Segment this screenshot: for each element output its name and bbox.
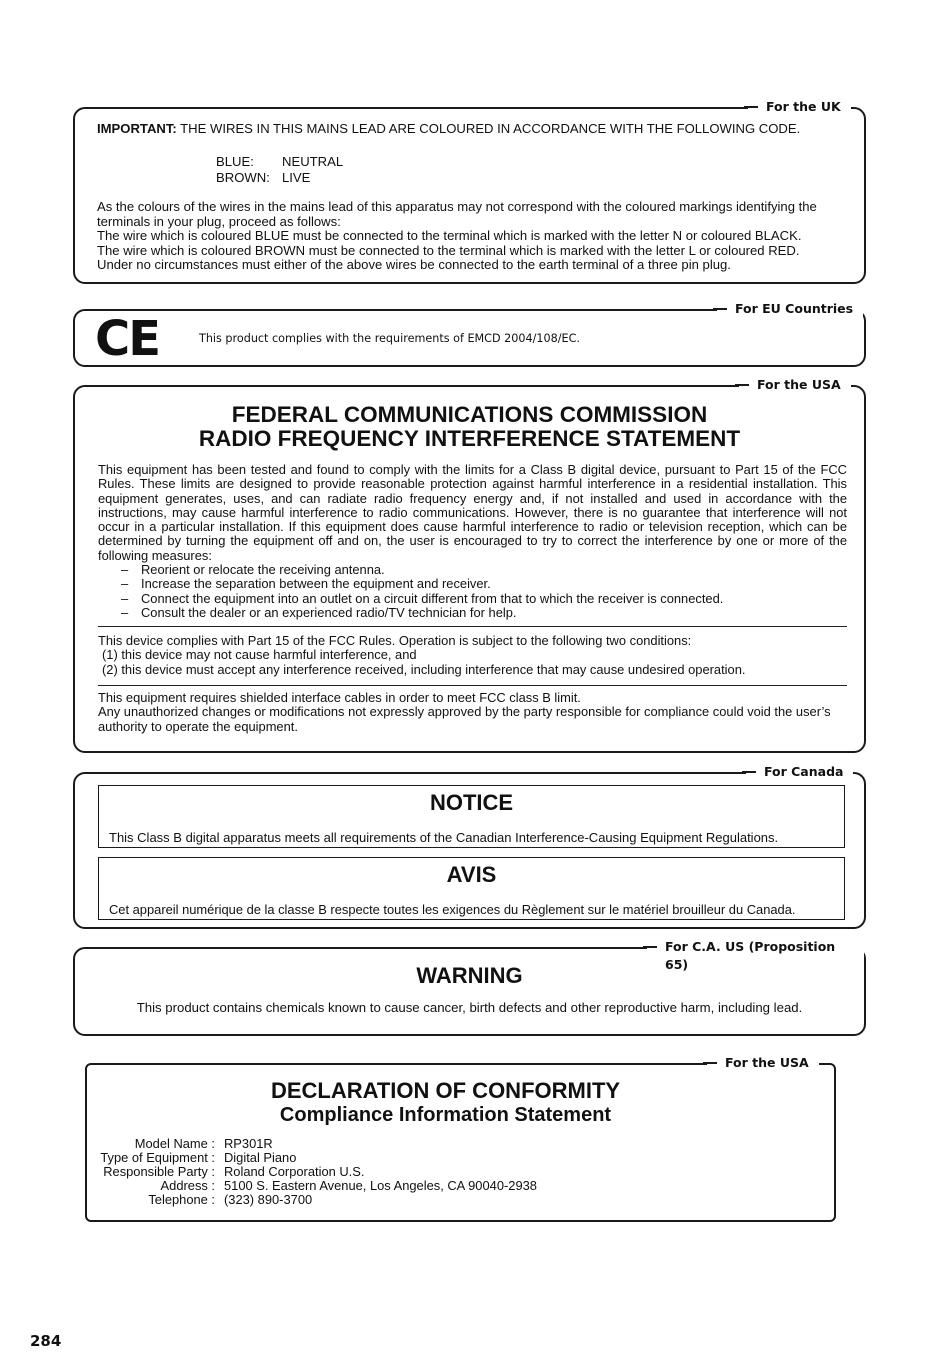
- prop65-tag: For C.A. US (Proposition 65): [647, 938, 864, 974]
- fcc-paragraph: This equipment has been tested and found to comply with the limits for a Class B digital device, pursuant to Part 15 of the FCC Rules. These limits are designed to provide reasonable protection against harmful interference in a residential installation. This equipment generates, uses, and can radiate radio frequency energy and, if not installed and used in accordance with the instructions, may cause harmful interference to radio communications. However, there is no guarantee that interference will not occur in a particular installation. If this equipment does cause harmful interference to radio or television reception, which can be determined by turning the equipment off and on, the user is encouraged to try to correct the interference by one or more of the following measures:: [98, 462, 847, 563]
- field-row: Type of Equipment : Digital Piano: [100, 1149, 297, 1165]
- fcc-title-2: RADIO FREQUENCY INTERFERENCE STATEMENT: [198, 426, 741, 451]
- fcc-title-1: FEDERAL COMMUNICATIONS COMMISSION: [231, 402, 708, 427]
- uk-paragraph: [97, 200, 847, 273]
- declaration-fields: [87, 1137, 537, 1207]
- field-row: Telephone : (323) 890-3700: [148, 1191, 313, 1207]
- fcc-section: [73, 377, 866, 753]
- uk-paragraph-line: Under no circumstances must either of the above wires be connected to the earth terminal of a three pin plug.: [97, 257, 731, 273]
- uk-paragraph-line: The wire which is coloured BLUE must be connected to the terminal which is marked with the letter N or coloured BLACK.: [97, 228, 802, 244]
- list-item: – Increase the separation between the equipment and receiver.: [121, 576, 491, 592]
- declaration-tag: For the USA: [707, 1054, 819, 1072]
- eu-text: This product complies with the requirements of EMCD 2004/108/EC.: [199, 332, 580, 345]
- important-line: [97, 122, 847, 137]
- notice-title: NOTICE: [429, 790, 514, 815]
- list-item: – Reorient or relocate the receiving antenna.: [121, 562, 385, 577]
- warning-text: This product contains chemicals known to cause cancer, birth defects and other reproductive harm, including lead.: [136, 1000, 803, 1015]
- declaration-subtitle: Compliance Information Statement: [279, 1104, 612, 1126]
- brown-label: BROWN:: [216, 170, 270, 186]
- prop65-section: [73, 939, 866, 1036]
- canada-section: [73, 764, 866, 929]
- uk-paragraph-line: The wire which is coloured BROWN must be connected to the terminal which is marked with the letter L or coloured RED.: [97, 242, 800, 258]
- notice-panel: [98, 785, 845, 848]
- warning-title: WARNING: [416, 963, 523, 988]
- declaration-section: [85, 1055, 836, 1222]
- wire-code-table: [216, 155, 343, 186]
- divider: [98, 626, 847, 627]
- canada-tag: For Canada: [746, 763, 853, 781]
- blue-label: BLUE:: [216, 154, 254, 169]
- ce-logo: CE: [95, 311, 160, 367]
- list-item: – Connect the equipment into an outlet on a circuit different from that to which the receiver is connected.: [121, 590, 724, 606]
- part15-line: (2) this device must accept any interference received, including interference that may cause undesired operation.: [102, 661, 746, 677]
- fcc-measures: [121, 563, 723, 620]
- avis-text: Cet appareil numérique de la classe B respecte toutes les exigences du Règlement sur le matériel brouilleur du Canada.: [109, 902, 796, 917]
- list-item: – Consult the dealer or an experienced radio/TV technician for help.: [121, 604, 517, 620]
- page-number: 284: [30, 1332, 62, 1350]
- uk-section: [73, 99, 866, 284]
- fcc-tag: For the USA: [739, 376, 851, 394]
- cables-line: This equipment requires shielded interface cables in order to meet FCC class B limit.: [98, 690, 581, 705]
- eu-tag: For EU Countries: [717, 300, 863, 318]
- part15-line: (1) this device may not cause harmful interference, and: [102, 647, 417, 663]
- blue-value: NEUTRAL: [282, 154, 344, 169]
- divider: [98, 685, 847, 686]
- fcc-cables: [98, 691, 847, 734]
- brown-value: LIVE: [282, 170, 311, 186]
- notice-text: This Class B digital apparatus meets all requirements of the Canadian Interference-Causing Equipment Regulations.: [109, 830, 779, 845]
- avis-panel: [98, 857, 845, 920]
- declaration-title: DECLARATION OF CONFORMITY: [270, 1078, 621, 1103]
- avis-title: AVIS: [446, 862, 497, 887]
- field-row: Address : 5100 S. Eastern Avenue, Los Angeles, CA 90040-2938: [160, 1177, 537, 1193]
- field-row: Responsible Party : Roland Corporation U.S.: [103, 1163, 365, 1179]
- field-row: Model Name : RP301R: [134, 1136, 273, 1151]
- cables-line: Any unauthorized changes or modifications not expressly approved by the party responsible for compliance could void the user’s authority to operate the equipment.: [98, 704, 831, 734]
- eu-section: [73, 301, 866, 367]
- important-text: THE WIRES IN THIS MAINS LEAD ARE COLOURED IN ACCORDANCE WITH THE FOLLOWING CODE.: [180, 121, 801, 136]
- uk-tag: For the UK: [748, 98, 851, 116]
- uk-paragraph-line: As the colours of the wires in the mains lead of this apparatus may not correspond with the coloured markings identifying the terminals in your plug, proceed as follows:: [97, 199, 817, 229]
- part15-line: This device complies with Part 15 of the FCC Rules. Operation is subject to the following two conditions:: [98, 633, 692, 648]
- important-label: IMPORTANT:: [97, 121, 177, 136]
- fcc-part15: [98, 634, 745, 677]
